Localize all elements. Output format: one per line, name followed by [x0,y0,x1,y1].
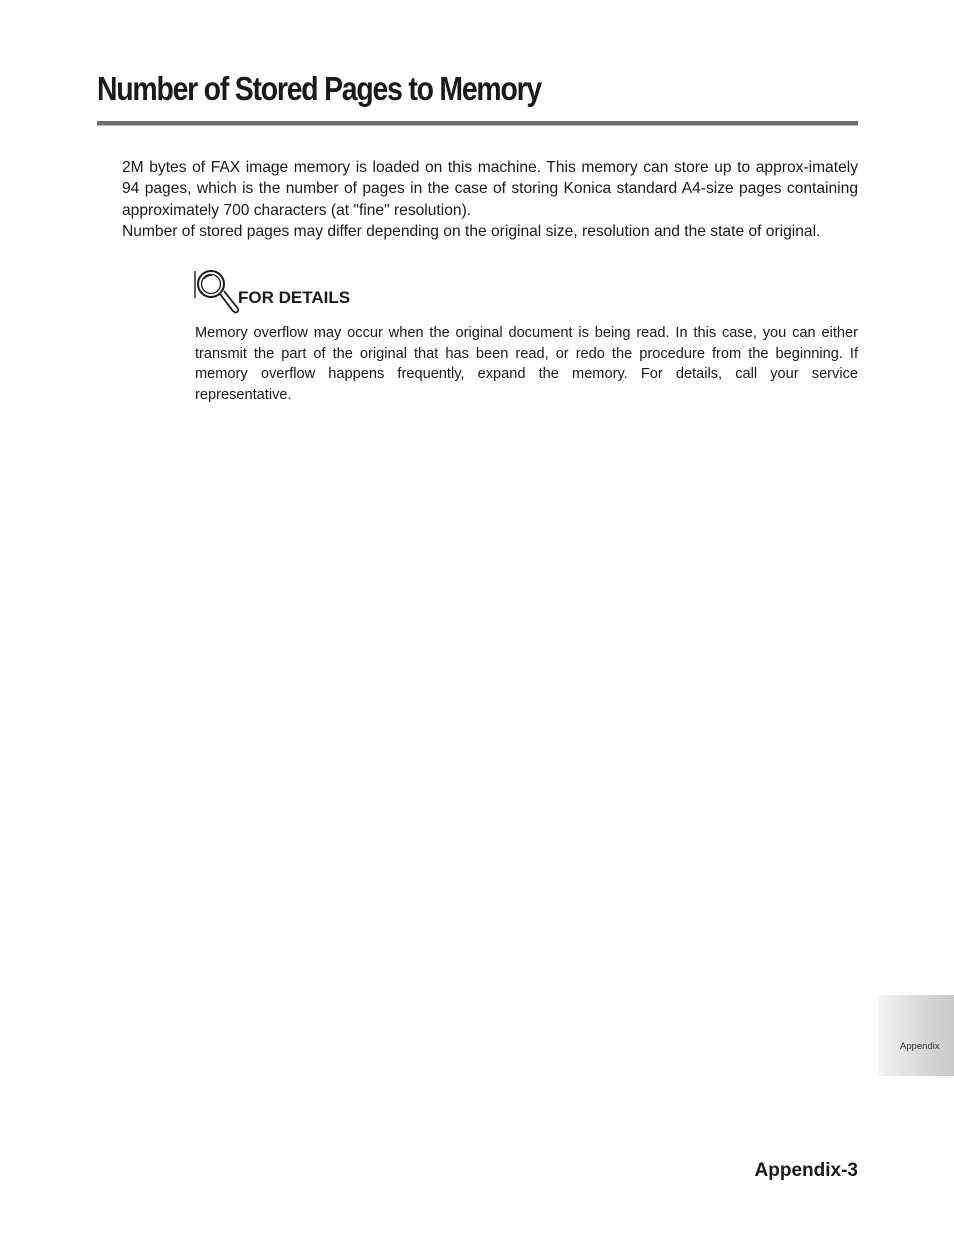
page-number: Appendix-3 [754,1160,858,1181]
side-tab[interactable] [878,995,954,1076]
for-details-header [193,268,493,316]
body-text [122,157,858,242]
for-details-text: Memory overflow may occur when the original document is being read. In this case, you can either transmit the part of the original that has been read, or redo the procedure from the beginning. If memory overflow happens frequently, expand the memory. For details, call your service representative. [195,325,858,403]
body-paragraph-1: 2M bytes of FAX image memory is loaded on this machine. This memory can store up to approx-imately 94 pages, which is the number of pages in the case of storing Konica standard A4-size pages containing approximately 700 characters (at "fine" resolution). [122,159,858,219]
magnifier-icon [193,268,239,316]
for-details-label: FOR DETAILS [238,288,351,307]
page-title: Number of Stored Pages to Memory [97,70,542,107]
side-tab-label: Appendix [900,1041,940,1052]
body-paragraph-2: Number of stored pages may differ depending on the original size, resolution and the state of original. [122,222,821,240]
title-rule [97,121,858,126]
